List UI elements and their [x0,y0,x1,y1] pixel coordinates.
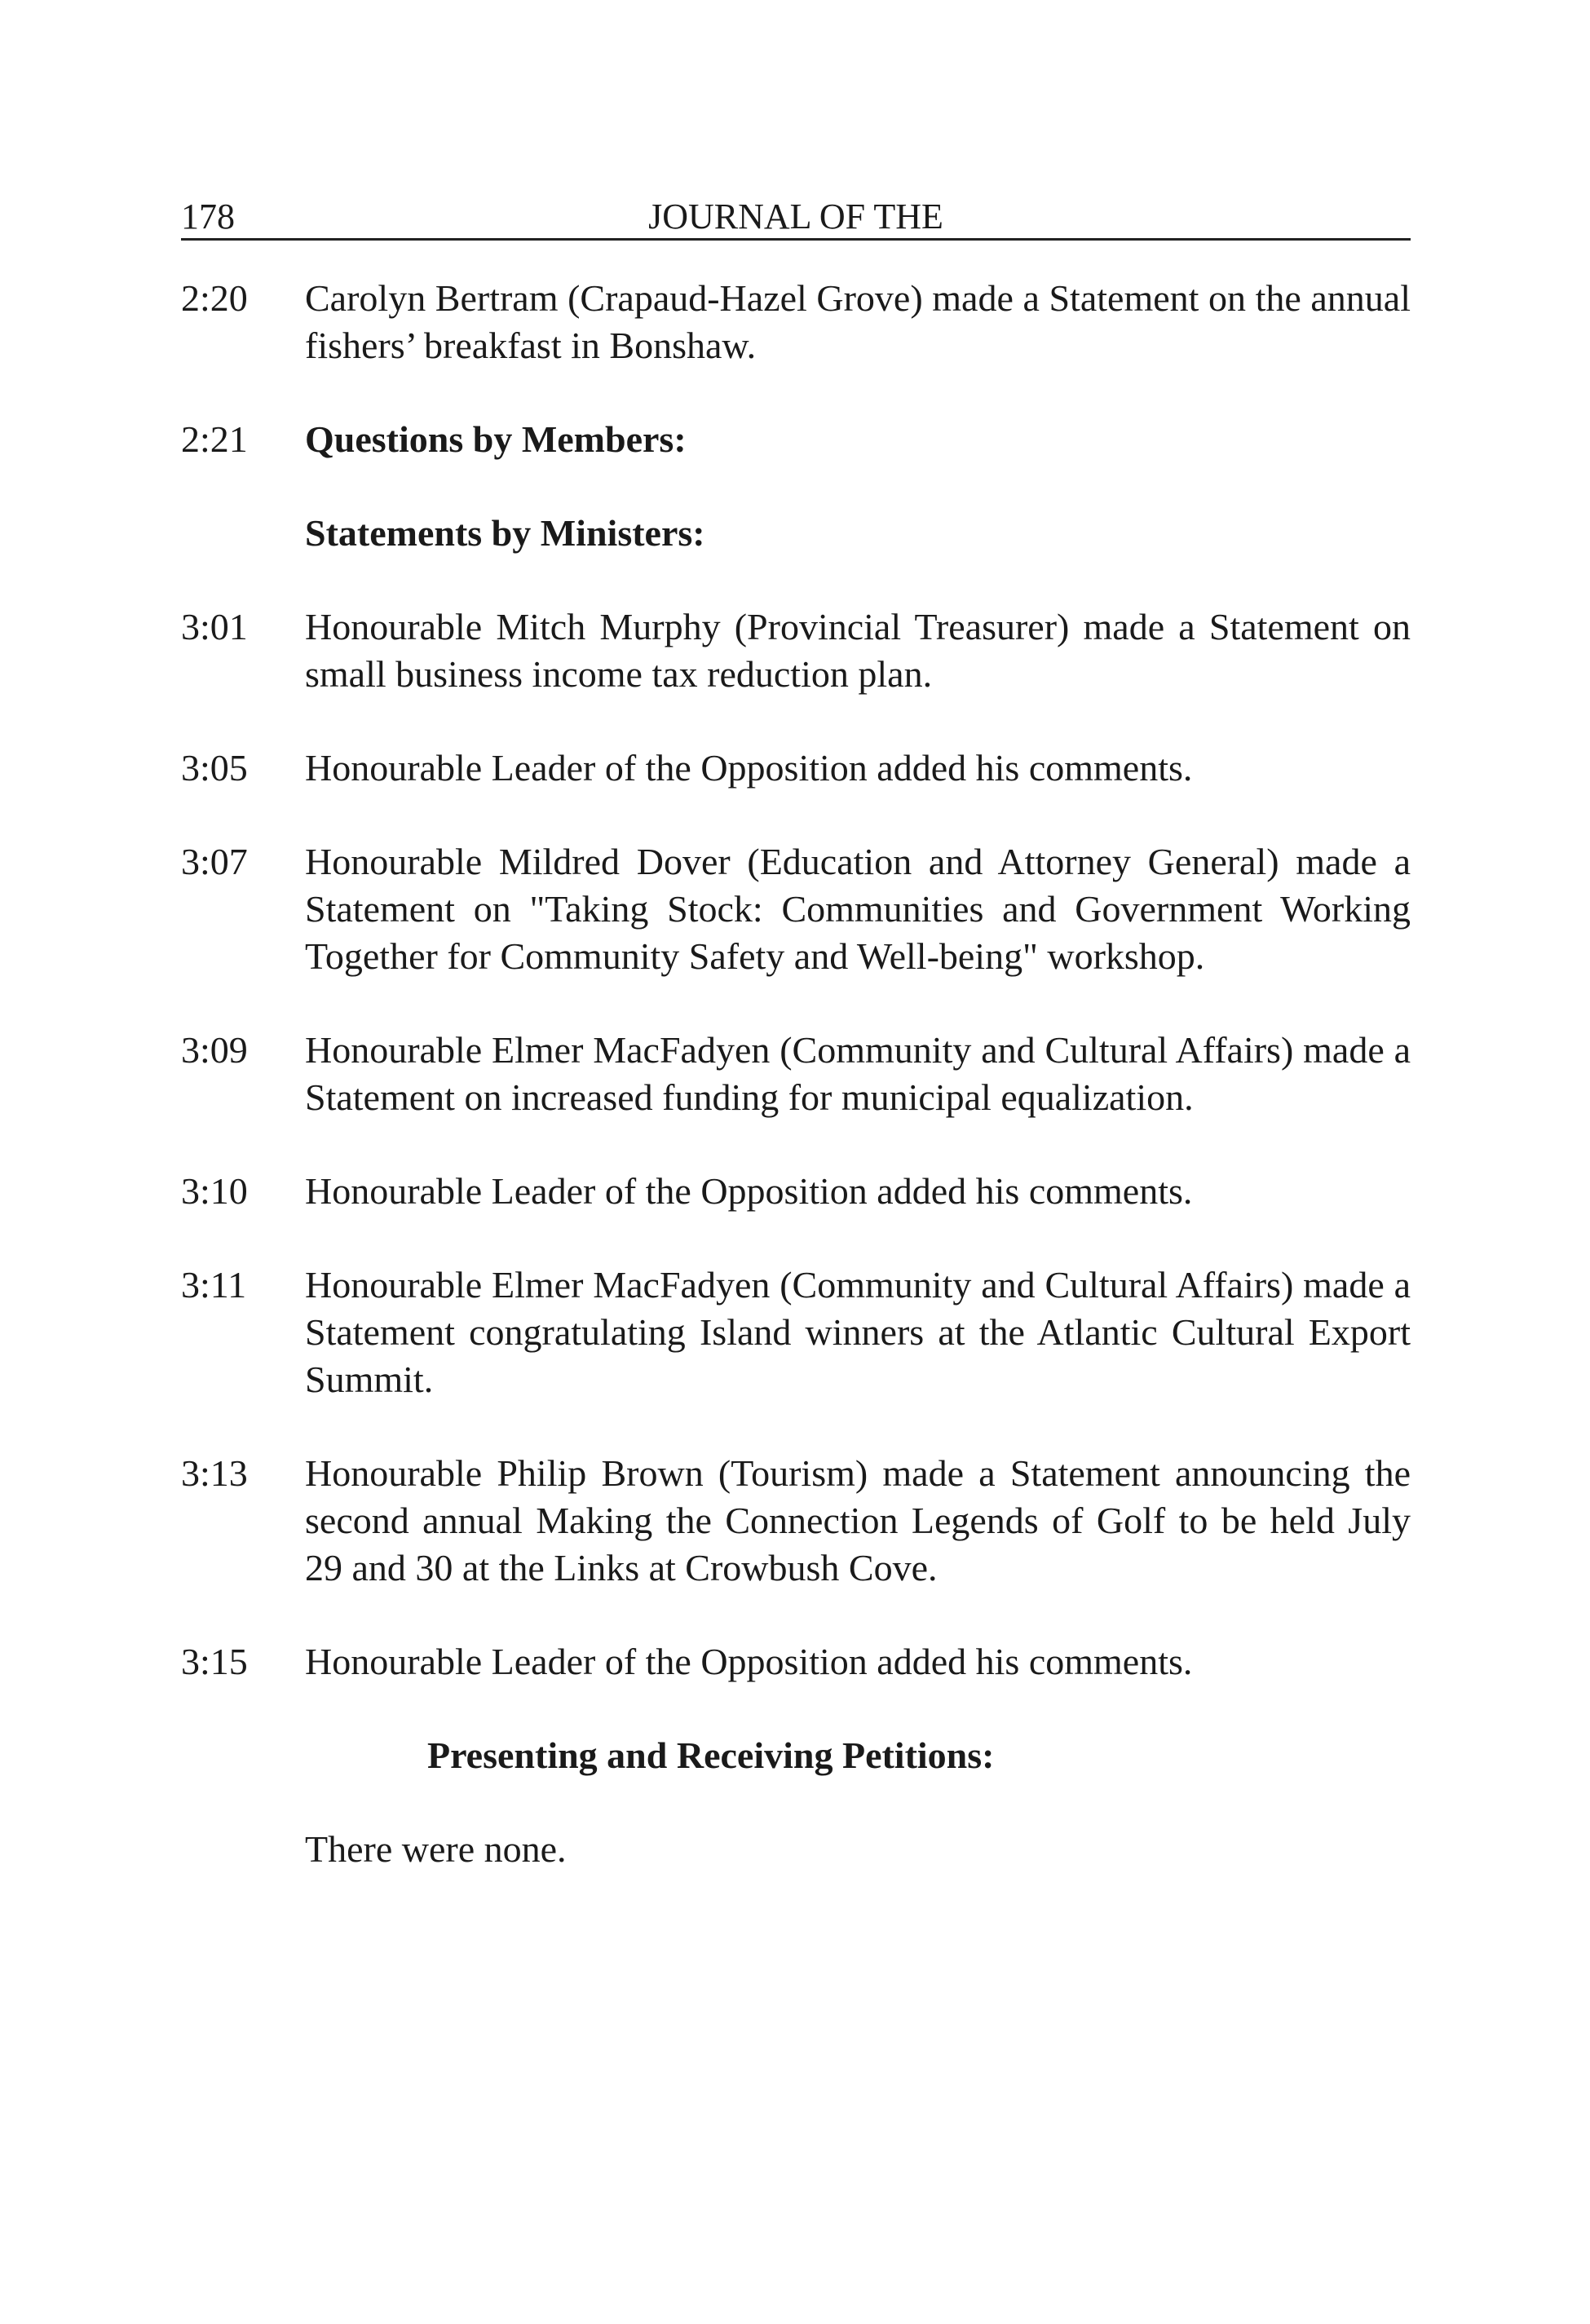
journal-entries [181,275,1411,1873]
entry-time: 3:05 [181,747,248,789]
questions-entry [181,416,1411,463]
entry-text: Honourable Elmer MacFadyen (Community and Cultural Affairs) made a Statement congratulating Island winners at the Atlantic Cultural Export Summit. [305,1264,1411,1400]
journal-page [181,196,1411,1873]
journal-entry [181,838,1411,980]
journal-entry [181,1261,1411,1403]
entry-time: 3:13 [181,1452,248,1494]
journal-entry [181,744,1411,792]
journal-entry [181,275,1411,369]
running-title: JOURNAL OF THE [648,197,943,236]
entry-time: 3:10 [181,1170,248,1212]
journal-entry [181,1027,1411,1121]
entry-time: 3:07 [181,841,248,882]
entry-time: 2:21 [181,418,248,460]
journal-entry [181,1168,1411,1215]
entry-time: 3:01 [181,606,248,647]
entry-text: Honourable Elmer MacFadyen (Community and Cultural Affairs) made a Statement on increased funding for municipal equalization. [305,1029,1411,1118]
page-number: 178 [181,197,235,236]
petitions-heading: Presenting and Receiving Petitions: [427,1734,995,1776]
entry-time: 3:15 [181,1641,248,1682]
entry-text: Honourable Leader of the Opposition added his comments. [305,1641,1193,1682]
entry-text: Honourable Mildred Dover (Education and Attorney General) made a Statement on "Taking Stock: Communities and Government Working Together for Community Safety and Well-being" workshop. [305,841,1411,977]
entry-time: 3:11 [181,1264,247,1306]
journal-entry [181,1450,1411,1592]
entry-text: Honourable Philip Brown (Tourism) made a Statement announcing the second annual Making the Connection Legends of Golf to be held July 29 and 30 at the Links at Crowbush Cove. [305,1452,1411,1588]
journal-entry [181,1638,1411,1686]
questions-heading: Questions by Members: [305,418,687,460]
entry-text: Honourable Leader of the Opposition added his comments. [305,747,1193,789]
entry-time: 2:20 [181,277,248,319]
petitions-note: There were none. [305,1828,567,1870]
journal-entry [181,603,1411,698]
ministers-heading: Statements by Ministers: [305,512,705,554]
entry-time: 3:09 [181,1029,248,1071]
entry-text: Carolyn Bertram (Crapaud-Hazel Grove) made a Statement on the annual fishers’ breakfast in Bonshaw. [305,277,1411,366]
entry-text: Honourable Mitch Murphy (Provincial Treasurer) made a Statement on small business income tax reduction plan. [305,606,1411,695]
entry-text: Honourable Leader of the Opposition added his comments. [305,1170,1193,1212]
page-header [181,196,1411,241]
